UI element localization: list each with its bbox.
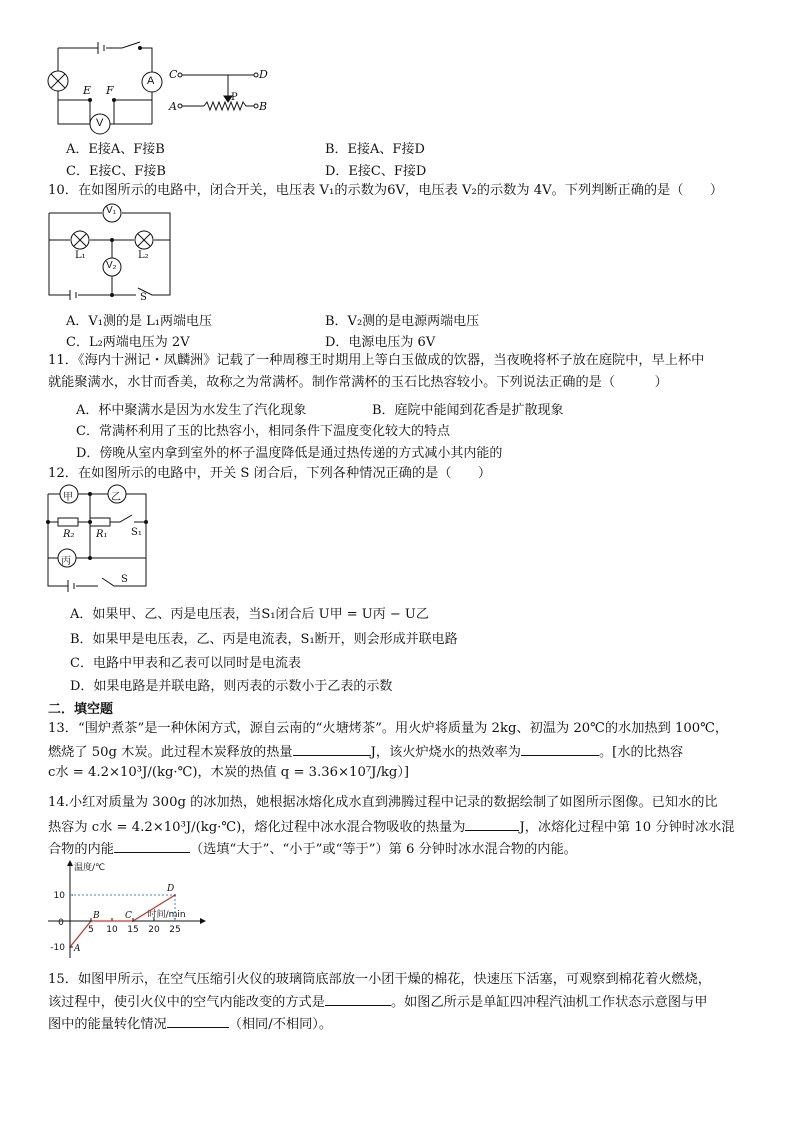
q10-circuit-figure [46, 204, 176, 304]
q15-line2-text-b: 。如图乙所示是单缸四冲程汽油机工作状态示意图与甲 [390, 995, 708, 1010]
y-axis-arrow [67, 860, 73, 866]
q15-line3-text-a: 图中的能量转化情况 [48, 1017, 167, 1032]
q11-stem-line1: 11．《海内十洲记・凤麟洲》记载了一种周穆王时期用上等白玉做成的饮器，当夜晚将杯子放在庭院中，早上杯中 [48, 353, 705, 368]
q11-option-c[interactable]: C．常满杯利用了玉的比热容小，相同条件下温度变化较大的特点 [76, 424, 450, 439]
q9-option-d[interactable]: D．E接C、F接D [325, 164, 427, 179]
x-axis-label: 时间/min [147, 910, 186, 920]
q10-option-b[interactable]: B．V₂测的是电源两端电压 [325, 314, 480, 329]
data-point [132, 920, 134, 922]
q9-option-c[interactable]: C．E接C、F接B [66, 164, 166, 179]
q10-v2-label: V₂ [106, 260, 117, 271]
q12-s1-label: S₁ [131, 527, 142, 538]
q14-blank-heat[interactable] [465, 817, 519, 831]
q13-line2-text-b: J，该火炉烧水的热效率为 [370, 745, 521, 760]
q15-line3 [48, 1014, 332, 1034]
point-label-d: D [167, 884, 175, 894]
data-point [90, 920, 92, 922]
rheostat-a-label: A [169, 100, 177, 113]
q14-line2-text-b: J，冰熔化过程中第 10 分钟时冰水混 [519, 820, 735, 835]
q12-option-c[interactable]: C．电路中甲表和乙表可以同时是电流表 [70, 656, 301, 671]
q14-line3-text-b: （选填“大于”、“小于”或“等于”）第 6 分钟时冰水混合物的内能。 [189, 842, 577, 857]
q13-blank-heat[interactable] [293, 742, 371, 756]
q13-blank-efficiency[interactable] [521, 742, 599, 756]
point-label-c: C [125, 911, 132, 921]
q12-r2-label: R₂ [63, 529, 75, 540]
x-tick-label: 15 [127, 925, 139, 935]
q10-v1-label: V₁ [106, 205, 117, 216]
q10-option-a[interactable]: A．V₁测的是 L₁两端电压 [66, 314, 212, 329]
q11-option-a[interactable]: A．杯中聚满水是因为水发生了汽化现象 [76, 403, 307, 418]
q14-line3 [48, 839, 577, 859]
x-axis-arrow [200, 918, 206, 924]
terminal-e-label: E [83, 84, 92, 97]
terminal-f-label: F [106, 84, 114, 97]
q14-blank-energy[interactable] [114, 839, 190, 853]
section-title: 二．填空题 [48, 702, 114, 717]
q15-blank-method[interactable] [325, 992, 391, 1006]
q13-line2-text-a: 燃烧了 50g 木炭。此过程木炭释放的热量 [48, 745, 293, 760]
rheostat-c-label: C [169, 68, 178, 81]
q14-line2 [48, 817, 735, 837]
x-tick-label: 25 [169, 925, 181, 935]
q12-option-a[interactable]: A．如果甲、乙、丙是电压表，当S₁闭合后 U甲 = U丙 − U乙 [70, 607, 429, 622]
q15-blank-same[interactable] [167, 1014, 229, 1028]
q15-line1: 15．如图甲所示，在空气压缩引火仪的玻璃筒底部放一小团干燥的棉花，快速压下活塞，可观察到棉花着火燃烧， [48, 972, 711, 987]
q11-option-b[interactable]: B．庭院中能闻到花香是扩散现象 [372, 403, 564, 418]
point-label-a: A [74, 944, 81, 954]
q10-s-label: S [140, 292, 147, 303]
x-tick-label: 5 [88, 925, 94, 935]
q9-option-b[interactable]: B．E接A、F接D [325, 142, 425, 157]
voltmeter-label: V [96, 117, 104, 129]
y-axis-label: 温度/℃ [74, 863, 106, 873]
q10-option-d[interactable]: D．电源电压为 6V [325, 335, 436, 350]
q13-line2 [48, 742, 683, 762]
q12-r1-label: R₁ [96, 529, 108, 540]
q13-line3: c水 = 4.2×10³J/(kg·℃)，木炭的热值 q = 3.36×10⁷J/kg）] [48, 765, 410, 780]
q12-meter-yi-label: 乙 [111, 492, 121, 503]
q9-option-a[interactable]: A．E接A、F接B [66, 142, 165, 157]
q12-stem: 12．在如图所示的电路中，开关 S 闭合后，下列各种情况正确的是（ ） [48, 466, 492, 481]
q14-line1: 14.小红对质量为 300g 的冰加热，她根据冰熔化成水直到沸腾过程中记录的数据绘制了如图所示图像。已知水的比 [48, 795, 718, 810]
q14-line3-text-a: 合物的内能 [48, 842, 114, 857]
q12-meter-jia-label: 甲 [63, 492, 73, 503]
q11-stem-line2: 就能聚满水，水甘而香美，故称之为常满杯。制作常满杯的玉石比热容较小。下列说法正确的是（ ） [48, 375, 668, 390]
q15-line3-text-b: （相同/不相同）。 [228, 1017, 333, 1032]
q10-stem: 10．在如图所示的电路中，闭合开关，电压表 V₁的示数为6V，电压表 V₂的示数为 4V。下列判断正确的是（ ） [48, 183, 724, 198]
ammeter-label: A [147, 75, 155, 87]
rheostat-p-label: P [231, 92, 238, 103]
point-label-b: B [93, 911, 100, 921]
origin-label: 0 [58, 918, 64, 928]
q13-line2-text-c: 。[水的比热容 [598, 745, 684, 760]
q12-meter-bing-label: 丙 [61, 556, 71, 567]
q12-s-label: S [121, 574, 128, 585]
x-tick-label: 10 [106, 925, 118, 935]
q12-option-d[interactable]: D．如果电路是并联电路，则丙表的示数小于乙表的示数 [70, 679, 393, 694]
data-point [174, 894, 176, 896]
y-tick-label: -10 [50, 943, 65, 953]
q10-l1-label: L₁ [75, 250, 86, 261]
q12-option-b[interactable]: B．如果甲是电压表，乙、丙是电流表，S₁断开，则会形成并联电路 [70, 632, 458, 647]
q10-l2-label: L₂ [138, 250, 149, 261]
q15-line2-text-a: 该过程中，使引火仪中的空气内能改变的方式是 [48, 995, 325, 1010]
x-tick-label: 20 [148, 925, 160, 935]
q14-line2-text-a: 热容为 c水 = 4.2×10³J/(kg·℃)，熔化过程中冰水混合物吸收的热量为 [48, 820, 466, 835]
rheostat-d-label: D [259, 68, 268, 81]
rheostat-b-label: B [259, 100, 268, 113]
q12-circuit-figure [44, 486, 154, 596]
y-tick-label: 10 [53, 891, 65, 901]
q10-option-c[interactable]: C．L₂两端电压为 2V [66, 335, 190, 350]
data-point [69, 946, 71, 948]
q15-line2 [48, 992, 707, 1012]
q14-temperature-chart [44, 858, 224, 964]
q11-option-d[interactable]: D．傍晚从室内拿到室外的杯子温度降低是通过热传递的方式减小其内能的 [76, 446, 503, 461]
q13-line1: 13．“围炉煮茶”是一种休闲方式，源自云南的“火塘烤茶”。用火炉将质量为 2kg、初温为 20℃的水加热到 100℃， [48, 721, 729, 736]
